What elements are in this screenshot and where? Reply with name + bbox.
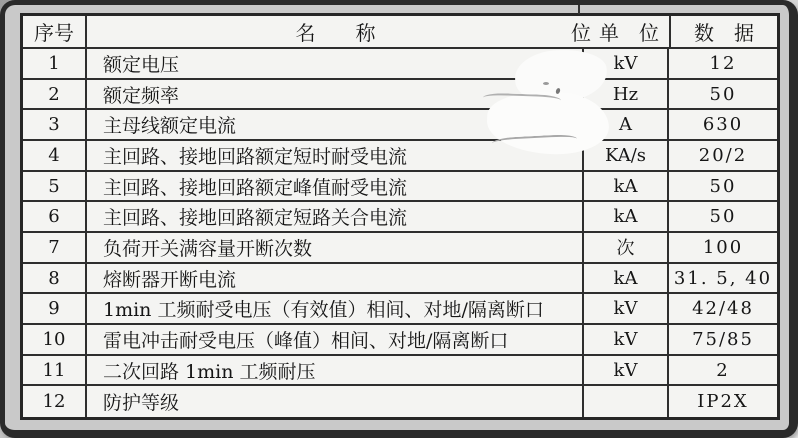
cell-name: 负荷开关满容量开断次数 [87,233,584,264]
table-header-row [23,16,777,49]
cell-name: 防护等级 [87,386,584,417]
cell-value: 2 [669,356,777,387]
cell-serial: 3 [23,110,87,141]
cell-unit: kV [584,294,669,325]
header-unit: 单 位 [599,21,659,45]
table-row [23,141,777,172]
cell-unit: Hz [584,80,669,111]
cell-unit: A [584,110,669,141]
cell-name: 额定电压 [87,49,584,80]
cell-value: 50 [669,172,777,203]
cell-unit: kV [584,356,669,387]
cell-serial: 9 [23,294,87,325]
cell-serial: 7 [23,233,87,264]
table-row [23,80,777,111]
table-row [23,386,777,417]
cell-serial: 10 [23,325,87,356]
table-row [23,49,777,80]
cell-value: 42/48 [669,294,777,325]
table-row [23,294,777,325]
cell-name: 1min 工频耐受电压（有效值）相间、对地/隔离断口 [87,294,584,325]
table-row [23,325,777,356]
cell-value: 100 [669,233,777,264]
cell-name: 雷电冲击耐受电压（峰值）相间、对地/隔离断口 [87,325,584,356]
cell-unit: kA [584,202,669,233]
cell-name: 熔断器开断电流 [87,264,584,295]
cell-value: 75/85 [669,325,777,356]
header-name: 名 称 [295,21,376,45]
cell-value: IP2X [697,391,749,413]
cell-unit: KA/s [584,141,669,172]
cell-serial: 2 [23,80,87,111]
scan-artifact-line [578,5,580,14]
spec-table [20,13,780,420]
cell-serial: 4 [23,141,87,172]
cell-serial: 12 [23,386,87,417]
header-serial-number: 序号 [23,16,87,49]
cell-serial: 8 [23,264,87,295]
cell-unit: 次 [584,233,669,264]
table-row [23,356,777,387]
table-row [23,172,777,203]
cell-unit [584,386,669,417]
cell-unit: kA [584,264,669,295]
cell-name: 主回路、接地回路额定短路关合电流 [87,202,584,233]
table-row [23,110,777,141]
table-row [23,202,777,233]
header-stray-glyph: 位 [571,21,591,45]
header-name-unit-merged [87,16,671,49]
cell-name: 主回路、接地回路额定短时耐受电流 [87,141,584,172]
cell-name: 额定频率 [87,80,584,111]
cell-value: 630 [669,110,777,141]
cell-name: 主母线额定电流 [87,110,584,141]
cell-name: 主回路、接地回路额定峰值耐受电流 [87,172,584,203]
smudge-speck [543,82,549,85]
cell-value: 50 [669,80,777,111]
cell-unit: kA [584,172,669,203]
cell-name: 二次回路 1min 工频耐压 [87,356,584,387]
header-data: 数 据 [671,16,777,49]
cell-value: 50 [669,202,777,233]
cell-unit: kV [584,325,669,356]
cell-serial: 1 [23,49,87,80]
cell-unit: kV [584,49,669,80]
cell-value: 31. 5, 40 [669,264,777,295]
cell-value: 12 [669,49,777,80]
cell-value: 20/2 [669,141,777,172]
table-row [23,264,777,295]
table-row [23,233,777,264]
cell-serial: 6 [23,202,87,233]
cell-serial: 11 [23,356,87,387]
cell-serial: 5 [23,172,87,203]
